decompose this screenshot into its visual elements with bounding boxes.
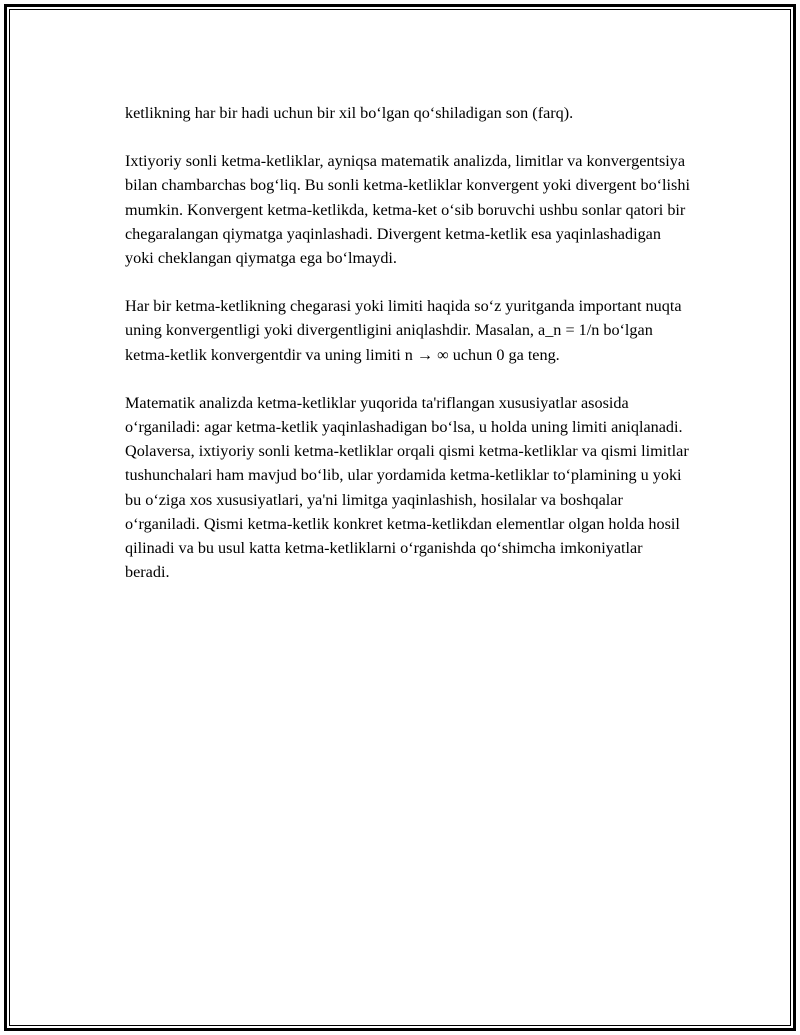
paragraph-4: Matematik analizda ketma-ketliklar yuqorida ta'riflangan xususiyatlar asosida o‘rganiladi: agar ketma-ketlik yaqinlashadigan bo‘lsa, u holda uning limiti aniqlanadi. Qolaversa, ixtiyoriy sonli ketma-ketliklar orqali qismi ketma-ketliklar va qismi limitlar tushunchalari ham mavjud bo‘lib, ular yordamida ketma-ketliklar to‘plamining u yoki bu o‘ziga xos xususiyatlari, ya'ni limitga yaqinlashish, hosilalar va boshqalar o‘rganiladi. Qismi ketma-ketlik konkret ketma-ketlikdan elementlar olgan holda hosil qilinadi va bu usul katta ketma-ketliklarni o‘rganishda qo‘shimcha imkoniyatlar beradi. xyxy=(125,393,689,582)
paragraph-3: Har bir ketma-ketlikning chegarasi yoki limiti haqida so‘z yuritganda important nuqta uning konvergentligi yoki divergentligini aniqlashdir. Masalan, a_n = 1/n bo‘lgan ketma-ketlik konvergentdir va uning limiti n → ∞ uchun 0 ga teng. xyxy=(125,297,682,364)
page-frame xyxy=(4,4,796,1031)
paragraph-1: ketlikning har bir hadi uchun bir xil bo‘lgan qo‘shiladigan son (farq). xyxy=(125,104,574,122)
paragraph-2: Ixtiyoriy sonli ketma-ketliklar, ayniqsa matematik analizda, limitlar va konvergentsiya bilan chambarchas bog‘liq. Bu sonli ketma-ketliklar konvergent yoki divergent bo‘lishi mumkin. Konvergent ketma-ketlikda, ketma-ket o‘sib boruvchi ushbu sonlar qatori bir chegaralangan qiymatga yaqinlashadi. Divergent ketma-ketlik esa yaqinlashadigan yoki cheklangan qiymatga ega bo‘lmaydi. xyxy=(125,152,690,268)
document-body xyxy=(125,101,691,608)
